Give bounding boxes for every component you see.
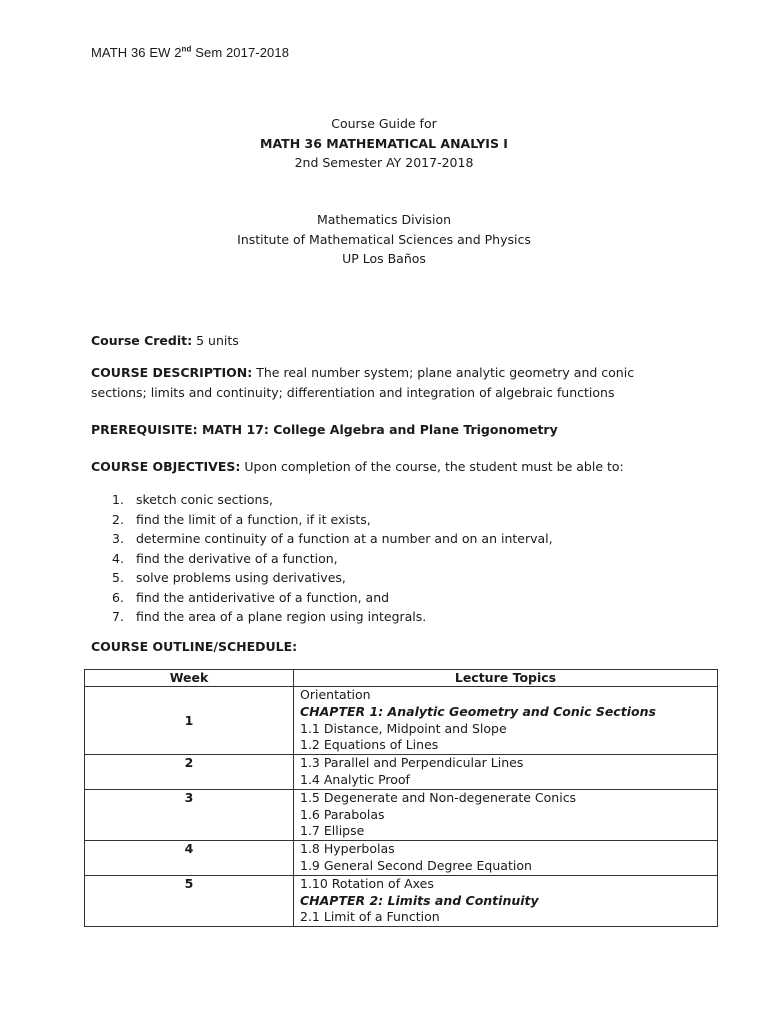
chapter-heading: CHAPTER 2: Limits and Continuity — [300, 892, 539, 908]
topic-line: 1.1 Distance, Midpoint and Slope — [300, 720, 507, 736]
table-header-row — [85, 670, 718, 687]
table-row — [85, 755, 718, 790]
topic-line: 1.8 Hyperbolas — [300, 841, 395, 857]
week-cell: 5 — [85, 875, 294, 926]
list-item — [112, 588, 553, 608]
schedule-table — [84, 669, 718, 927]
course-credit-label: Course Credit: — [91, 333, 193, 348]
list-text: find the limit of a function, if it exists, — [136, 511, 371, 527]
list-number: 4. — [112, 550, 124, 566]
list-text: find the antiderivative of a function, and — [136, 589, 390, 605]
institution-block — [0, 210, 768, 269]
list-item — [112, 529, 553, 549]
list-text: determine continuity of a function at a number and on an interval, — [136, 531, 553, 546]
list-number: 2. — [112, 511, 124, 527]
week-cell: 3 — [85, 789, 294, 840]
list-text: find the area of a plane region using integrals. — [136, 609, 427, 624]
topic-line: 1.6 Parabolas — [300, 806, 385, 822]
prerequisite-text: PREREQUISITE: MATH 17: College Algebra and Plane Trigonometry — [91, 422, 558, 437]
week-cell: 1 — [85, 687, 294, 755]
topic-line: Orientation — [300, 687, 371, 702]
topic-line: 2.1 Limit of a Function — [300, 909, 440, 925]
header-course: MATH 36 EW 2 — [91, 45, 182, 60]
topics-cell — [294, 841, 718, 876]
list-text: sketch conic sections, — [136, 492, 273, 507]
topic-line: 1.2 Equations of Lines — [300, 737, 439, 753]
title-block — [0, 114, 768, 173]
week-cell: 4 — [85, 841, 294, 876]
course-description — [91, 363, 691, 403]
course-title: MATH 36 MATHEMATICAL ANALYIS I — [260, 135, 508, 151]
title-semester: 2nd Semester AY 2017-2018 — [294, 155, 474, 170]
prerequisite — [91, 420, 691, 440]
topic-line: 1.3 Parallel and Perpendicular Lines — [300, 755, 524, 771]
topic-line: 1.7 Ellipse — [300, 823, 365, 839]
week-cell: 2 — [85, 755, 294, 790]
chapter-heading: CHAPTER 1: Analytic Geometry and Conic Sections — [300, 703, 656, 719]
title-line-1: Course Guide for — [331, 116, 437, 131]
week-column-header: Week — [85, 670, 294, 687]
list-text: find the derivative of a function, — [136, 550, 338, 566]
topics-cell — [294, 789, 718, 840]
objectives-intro: Upon completion of the course, the student must be able to: — [240, 459, 624, 474]
institute-name: Institute of Mathematical Sciences and Physics — [237, 231, 531, 247]
course-credit — [91, 331, 691, 351]
list-item — [112, 549, 553, 569]
table-row — [85, 789, 718, 840]
list-item — [112, 510, 553, 530]
list-number: 1. — [112, 492, 124, 507]
list-number: 3. — [112, 531, 124, 546]
course-objectives — [91, 457, 691, 477]
table-row — [85, 687, 718, 755]
list-number: 7. — [112, 609, 124, 624]
list-number: 5. — [112, 570, 124, 585]
objectives-list — [112, 490, 553, 627]
list-item — [112, 490, 553, 510]
division-name: Mathematics Division — [316, 212, 452, 227]
objectives-label: COURSE OBJECTIVES: — [91, 459, 241, 474]
list-item — [112, 607, 553, 627]
topics-cell — [294, 875, 718, 926]
topics-cell — [294, 687, 718, 755]
topics-cell — [294, 755, 718, 790]
list-text: solve problems using derivatives, — [136, 570, 346, 585]
header-semester: Sem 2017-2018 — [191, 45, 290, 60]
topic-line: 1.10 Rotation of Axes — [300, 875, 434, 891]
header-superscript: nd — [181, 44, 192, 54]
table-row — [85, 841, 718, 876]
course-description-label: COURSE DESCRIPTION: — [91, 365, 253, 380]
course-outline-heading — [91, 637, 691, 657]
university-name: UP Los Baños — [342, 251, 426, 266]
table-row — [85, 875, 718, 926]
topic-line: 1.9 General Second Degree Equation — [300, 857, 532, 873]
list-item — [112, 568, 553, 588]
course-credit-value: 5 units — [192, 333, 239, 348]
topics-column-header: Lecture Topics — [294, 670, 718, 687]
course-outline-label: COURSE OUTLINE/SCHEDULE: — [91, 639, 298, 654]
list-number: 6. — [112, 589, 124, 605]
course-description-text: The real number system; plane analytic geometry and conic sections; limits and continuity; differentiation and integration of algebraic functions — [91, 365, 635, 400]
running-header — [91, 45, 289, 60]
topic-line: 1.4 Analytic Proof — [300, 771, 410, 787]
topic-line: 1.5 Degenerate and Non-degenerate Conics — [300, 789, 577, 805]
